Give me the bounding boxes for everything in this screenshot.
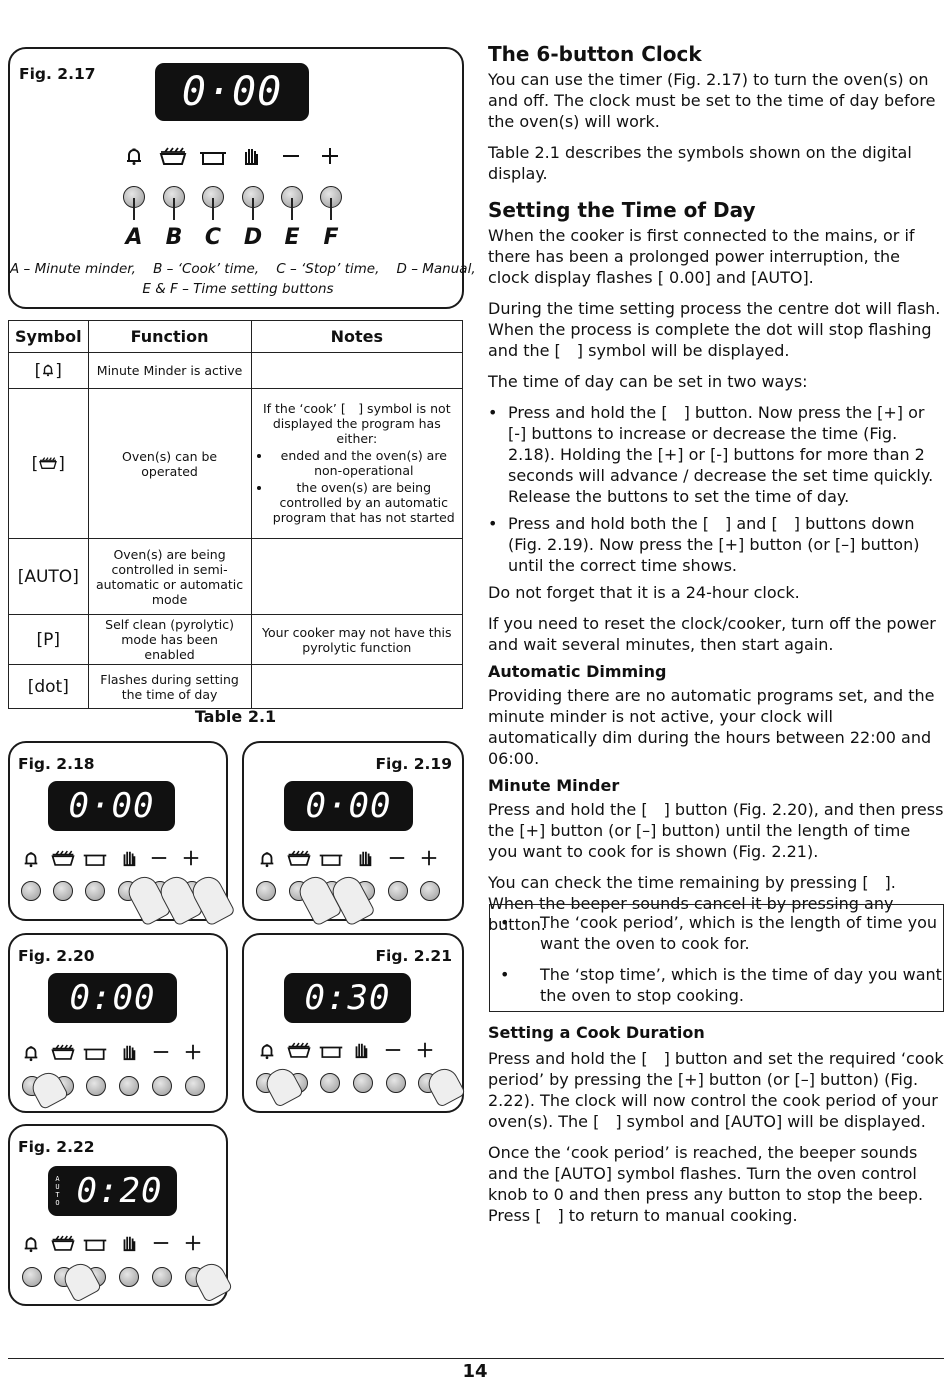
hand-icon bbox=[241, 145, 261, 167]
fig-2-22-panel bbox=[8, 1124, 228, 1306]
hand-icon bbox=[120, 848, 138, 868]
table-header: Notes bbox=[251, 321, 462, 353]
letter-b: B bbox=[165, 225, 183, 250]
bullet-item: • The ‘stop time’, which is the time of day you want the oven to stop cooking. bbox=[500, 964, 950, 1006]
paragraph: Providing there are no automatic programs set, and the minute minder is not active, your clock will automatically dim during the hours between 22:00 and 06:00. bbox=[488, 686, 935, 768]
cook-pot-icon bbox=[286, 1040, 312, 1060]
plus-icon bbox=[184, 1233, 202, 1253]
notes-cell bbox=[251, 539, 462, 615]
plus-icon bbox=[184, 1042, 202, 1062]
hand-icon bbox=[120, 1233, 138, 1253]
symbol-cell: [AUTO] bbox=[9, 539, 89, 615]
notes-intro: If the ‘cook’ [ ] symbol is not displayed the program has either: bbox=[262, 400, 451, 446]
symbol-row bbox=[10, 145, 466, 169]
cook-pot-icon bbox=[50, 848, 76, 868]
fig-caption-2: E & F – Time setting buttons bbox=[142, 281, 334, 297]
table-row bbox=[9, 665, 463, 709]
function-cell: Oven(s) are being controlled in semi-automatic or automatic mode bbox=[88, 539, 251, 615]
function-cell: Minute Minder is active bbox=[88, 353, 251, 389]
fig-2-17-panel bbox=[8, 47, 476, 309]
table-header: Symbol bbox=[9, 321, 89, 353]
fig-label: Fig. 2.18 bbox=[18, 755, 95, 773]
button-e[interactable] bbox=[152, 1267, 172, 1287]
paragraph: You can check the time remaining by pressing [ ]. When the beeper sounds cancel it by pressing any button. bbox=[488, 873, 896, 934]
button-b[interactable] bbox=[53, 881, 73, 901]
notes-cell bbox=[251, 665, 462, 709]
notes-cell bbox=[251, 389, 462, 539]
finger-press bbox=[188, 872, 236, 927]
table-header: Function bbox=[88, 321, 251, 353]
stop-pot-icon bbox=[82, 850, 108, 868]
finger-press bbox=[60, 1259, 102, 1303]
button-c[interactable] bbox=[85, 881, 105, 901]
button-a[interactable] bbox=[256, 881, 276, 901]
page-number: 14 bbox=[462, 1361, 488, 1382]
symbol-cell: [ ] bbox=[9, 353, 89, 389]
fig-label: Fig. 2.22 bbox=[18, 1138, 95, 1156]
table-row bbox=[9, 353, 463, 389]
fig-caption-1: A – Minute minder, B – ‘Cook’ time, C – ‘Stop’ time, D – Manual, bbox=[10, 261, 476, 277]
leader-line bbox=[291, 198, 293, 220]
cook-pot-icon bbox=[50, 1042, 76, 1062]
letter-d: D bbox=[243, 225, 263, 250]
hand-icon bbox=[356, 848, 374, 868]
notes-cell: Your cooker may not have this pyrolytic function bbox=[251, 615, 462, 665]
clock-display: 0·00 bbox=[155, 63, 309, 121]
paragraph: During the time setting process the centre dot will flash. When the process is complete the dot will stop flashing and the [ ] symbol will be displayed. bbox=[488, 299, 941, 360]
symbol-cell: [dot] bbox=[9, 665, 89, 709]
list-item: • the oven(s) are being controlled by an automatic program that has not started bbox=[272, 480, 456, 525]
minus-icon bbox=[281, 145, 301, 167]
function-cell: Flashes during setting the time of day bbox=[88, 665, 251, 709]
clock-display: 0·00 bbox=[48, 781, 175, 831]
finger-press bbox=[328, 872, 376, 927]
paragraph: When the cooker is first connected to the mains, or if there has been a prolonged power interruption, the clock display flashes [ 0.00] and [AUTO]. bbox=[488, 226, 915, 287]
heading-time-of-day: Setting the Time of Day bbox=[488, 198, 756, 222]
fig-label: Fig. 2.20 bbox=[18, 947, 95, 965]
bell-icon bbox=[124, 145, 144, 167]
table-row bbox=[9, 615, 463, 665]
paragraph: Table 2.1 describes the symbols shown on the digital display. bbox=[488, 143, 912, 183]
finger-press bbox=[191, 1259, 233, 1303]
plus-icon bbox=[420, 848, 438, 868]
definition-box bbox=[489, 904, 944, 1012]
hand-icon bbox=[352, 1040, 370, 1060]
heading-cook-duration: Setting a Cook Duration bbox=[488, 1023, 705, 1042]
bell-icon bbox=[258, 849, 276, 869]
list-item: • ended and the oven(s) are non-operational bbox=[272, 448, 456, 478]
stop-pot-icon bbox=[82, 1235, 108, 1253]
auto-indicator: AUTO bbox=[55, 1175, 61, 1207]
function-cell: Oven(s) can be operated bbox=[88, 389, 251, 539]
minus-icon bbox=[152, 1042, 170, 1062]
button-f[interactable] bbox=[185, 1076, 205, 1096]
button-e[interactable] bbox=[152, 1076, 172, 1096]
cook-pot-icon bbox=[38, 456, 58, 470]
paragraph: Press and hold the [ ] button and set the required ‘cook period’ by pressing the [+] button (or [–] button) (Fig. 2.22). The clock will now control the cook period of your oven(s). The [ ] symbol and [AUTO] will be displayed. bbox=[488, 1049, 944, 1131]
symbol-cell: [P] bbox=[9, 615, 89, 665]
minus-icon bbox=[384, 1040, 402, 1060]
stop-pot-icon bbox=[318, 1042, 344, 1060]
bell-icon bbox=[22, 1043, 40, 1063]
heading-clock: The 6-button Clock bbox=[488, 42, 702, 66]
finger-press bbox=[28, 1068, 70, 1110]
bullet-item: • Press and hold the [ ] button. Now press the [+] or [-] buttons to increase or decrease the time (Fig. 2.18). Holding the [+] or [-] buttons for more than 2 seconds will advance / decrease the set time quickly. Release the buttons to set the time of day. bbox=[488, 402, 944, 507]
bell-icon bbox=[41, 362, 55, 378]
symbol-cell: [ ] bbox=[9, 389, 89, 539]
clock-time: 0:20 bbox=[76, 1171, 163, 1211]
finger-press bbox=[262, 1064, 304, 1108]
plus-icon bbox=[416, 1040, 434, 1060]
finger-press bbox=[424, 1064, 466, 1108]
fig-2-18-panel bbox=[8, 741, 228, 921]
notes-cell bbox=[251, 353, 462, 389]
paragraph: Press and hold the [ ] button (Fig. 2.20), and then press the [+] button (or [–] button) until the length of time you want to cook for is shown (Fig. 2.21). bbox=[488, 800, 944, 861]
stop-pot-icon bbox=[82, 1044, 108, 1062]
bell-icon bbox=[22, 1234, 40, 1254]
notes-list bbox=[258, 448, 456, 525]
button-c[interactable] bbox=[320, 1073, 340, 1093]
clock-display: 0:30 bbox=[284, 973, 411, 1023]
table-row bbox=[9, 539, 463, 615]
letter-c: C bbox=[204, 225, 222, 250]
hand-icon bbox=[120, 1042, 138, 1062]
clock-display: 0:00 bbox=[48, 973, 177, 1023]
right-column-top bbox=[488, 44, 944, 935]
leader-line bbox=[252, 198, 254, 220]
leader-line bbox=[133, 198, 135, 220]
stop-pot-icon bbox=[318, 850, 344, 868]
button-d[interactable] bbox=[119, 1076, 139, 1096]
button-e[interactable] bbox=[386, 1073, 406, 1093]
fig-2-21-panel bbox=[242, 933, 464, 1113]
plus-icon bbox=[182, 848, 200, 868]
heading-dimming: Automatic Dimming bbox=[488, 662, 667, 681]
symbol-table bbox=[8, 320, 463, 709]
plus-icon bbox=[320, 145, 340, 167]
letter-f: F bbox=[323, 225, 339, 250]
function-cell: Self clean (pyrolytic) mode has been enabled bbox=[88, 615, 251, 665]
footer-rule bbox=[8, 1358, 944, 1359]
right-column-bottom bbox=[488, 1022, 944, 1226]
paragraph: Once the ‘cook period’ is reached, the beeper sounds and the [AUTO] symbol flashes. Turn the oven control knob to 0 and then press any button to stop the beep. Press [ ] to return to manual cooking. bbox=[488, 1143, 924, 1225]
button-a[interactable] bbox=[22, 1267, 42, 1287]
bell-icon bbox=[22, 849, 40, 869]
fig-label: Fig. 2.21 bbox=[375, 947, 452, 965]
cook-pot-icon bbox=[50, 1233, 76, 1253]
bell-icon bbox=[258, 1041, 276, 1061]
button-e[interactable] bbox=[388, 881, 408, 901]
button-c[interactable] bbox=[86, 1076, 106, 1096]
button-f[interactable] bbox=[420, 881, 440, 901]
paragraph: If you need to reset the clock/cooker, turn off the power and wait several minutes, then start again. bbox=[488, 614, 936, 654]
leader-line bbox=[212, 198, 214, 220]
leader-line bbox=[330, 198, 332, 220]
heading-minute-minder: Minute Minder bbox=[488, 776, 620, 795]
letter-e: E bbox=[284, 225, 300, 250]
paragraph: Do not forget that it is a 24-hour clock. bbox=[488, 583, 800, 602]
leader-line bbox=[173, 198, 175, 220]
fig-2-19-panel bbox=[242, 741, 464, 921]
fig-label: Fig. 2.19 bbox=[375, 755, 452, 773]
minus-icon bbox=[152, 1233, 170, 1253]
clock-display: 0·00 bbox=[284, 781, 413, 831]
paragraph: You can use the timer (Fig. 2.17) to turn the oven(s) on and off. The clock must be set to the time of day before the oven(s) will work. bbox=[488, 70, 936, 131]
clock-display bbox=[48, 1166, 177, 1216]
cook-pot-icon bbox=[158, 145, 188, 167]
bullet-item: • The ‘cook period’, which is the length of time you want the oven to cook for. bbox=[500, 912, 950, 954]
letter-a: A bbox=[125, 225, 143, 250]
button-a[interactable] bbox=[21, 881, 41, 901]
paragraph: The time of day can be set in two ways: bbox=[488, 372, 808, 391]
button-d[interactable] bbox=[119, 1267, 139, 1287]
table-header-row bbox=[9, 321, 463, 353]
table-row bbox=[9, 389, 463, 539]
fig-label: Fig. 2.17 bbox=[19, 65, 96, 83]
cook-pot-icon bbox=[286, 848, 312, 868]
minus-icon bbox=[388, 848, 406, 868]
bullet-item: • Press and hold both the [ ] and [ ] buttons down (Fig. 2.19). Now press the [+] button (or [–] button) until the correct time shows. bbox=[488, 513, 944, 576]
fig-2-20-panel bbox=[8, 933, 228, 1113]
stop-pot-icon bbox=[198, 147, 228, 167]
table-caption: Table 2.1 bbox=[194, 707, 277, 726]
button-d[interactable] bbox=[353, 1073, 373, 1093]
minus-icon bbox=[150, 848, 168, 868]
